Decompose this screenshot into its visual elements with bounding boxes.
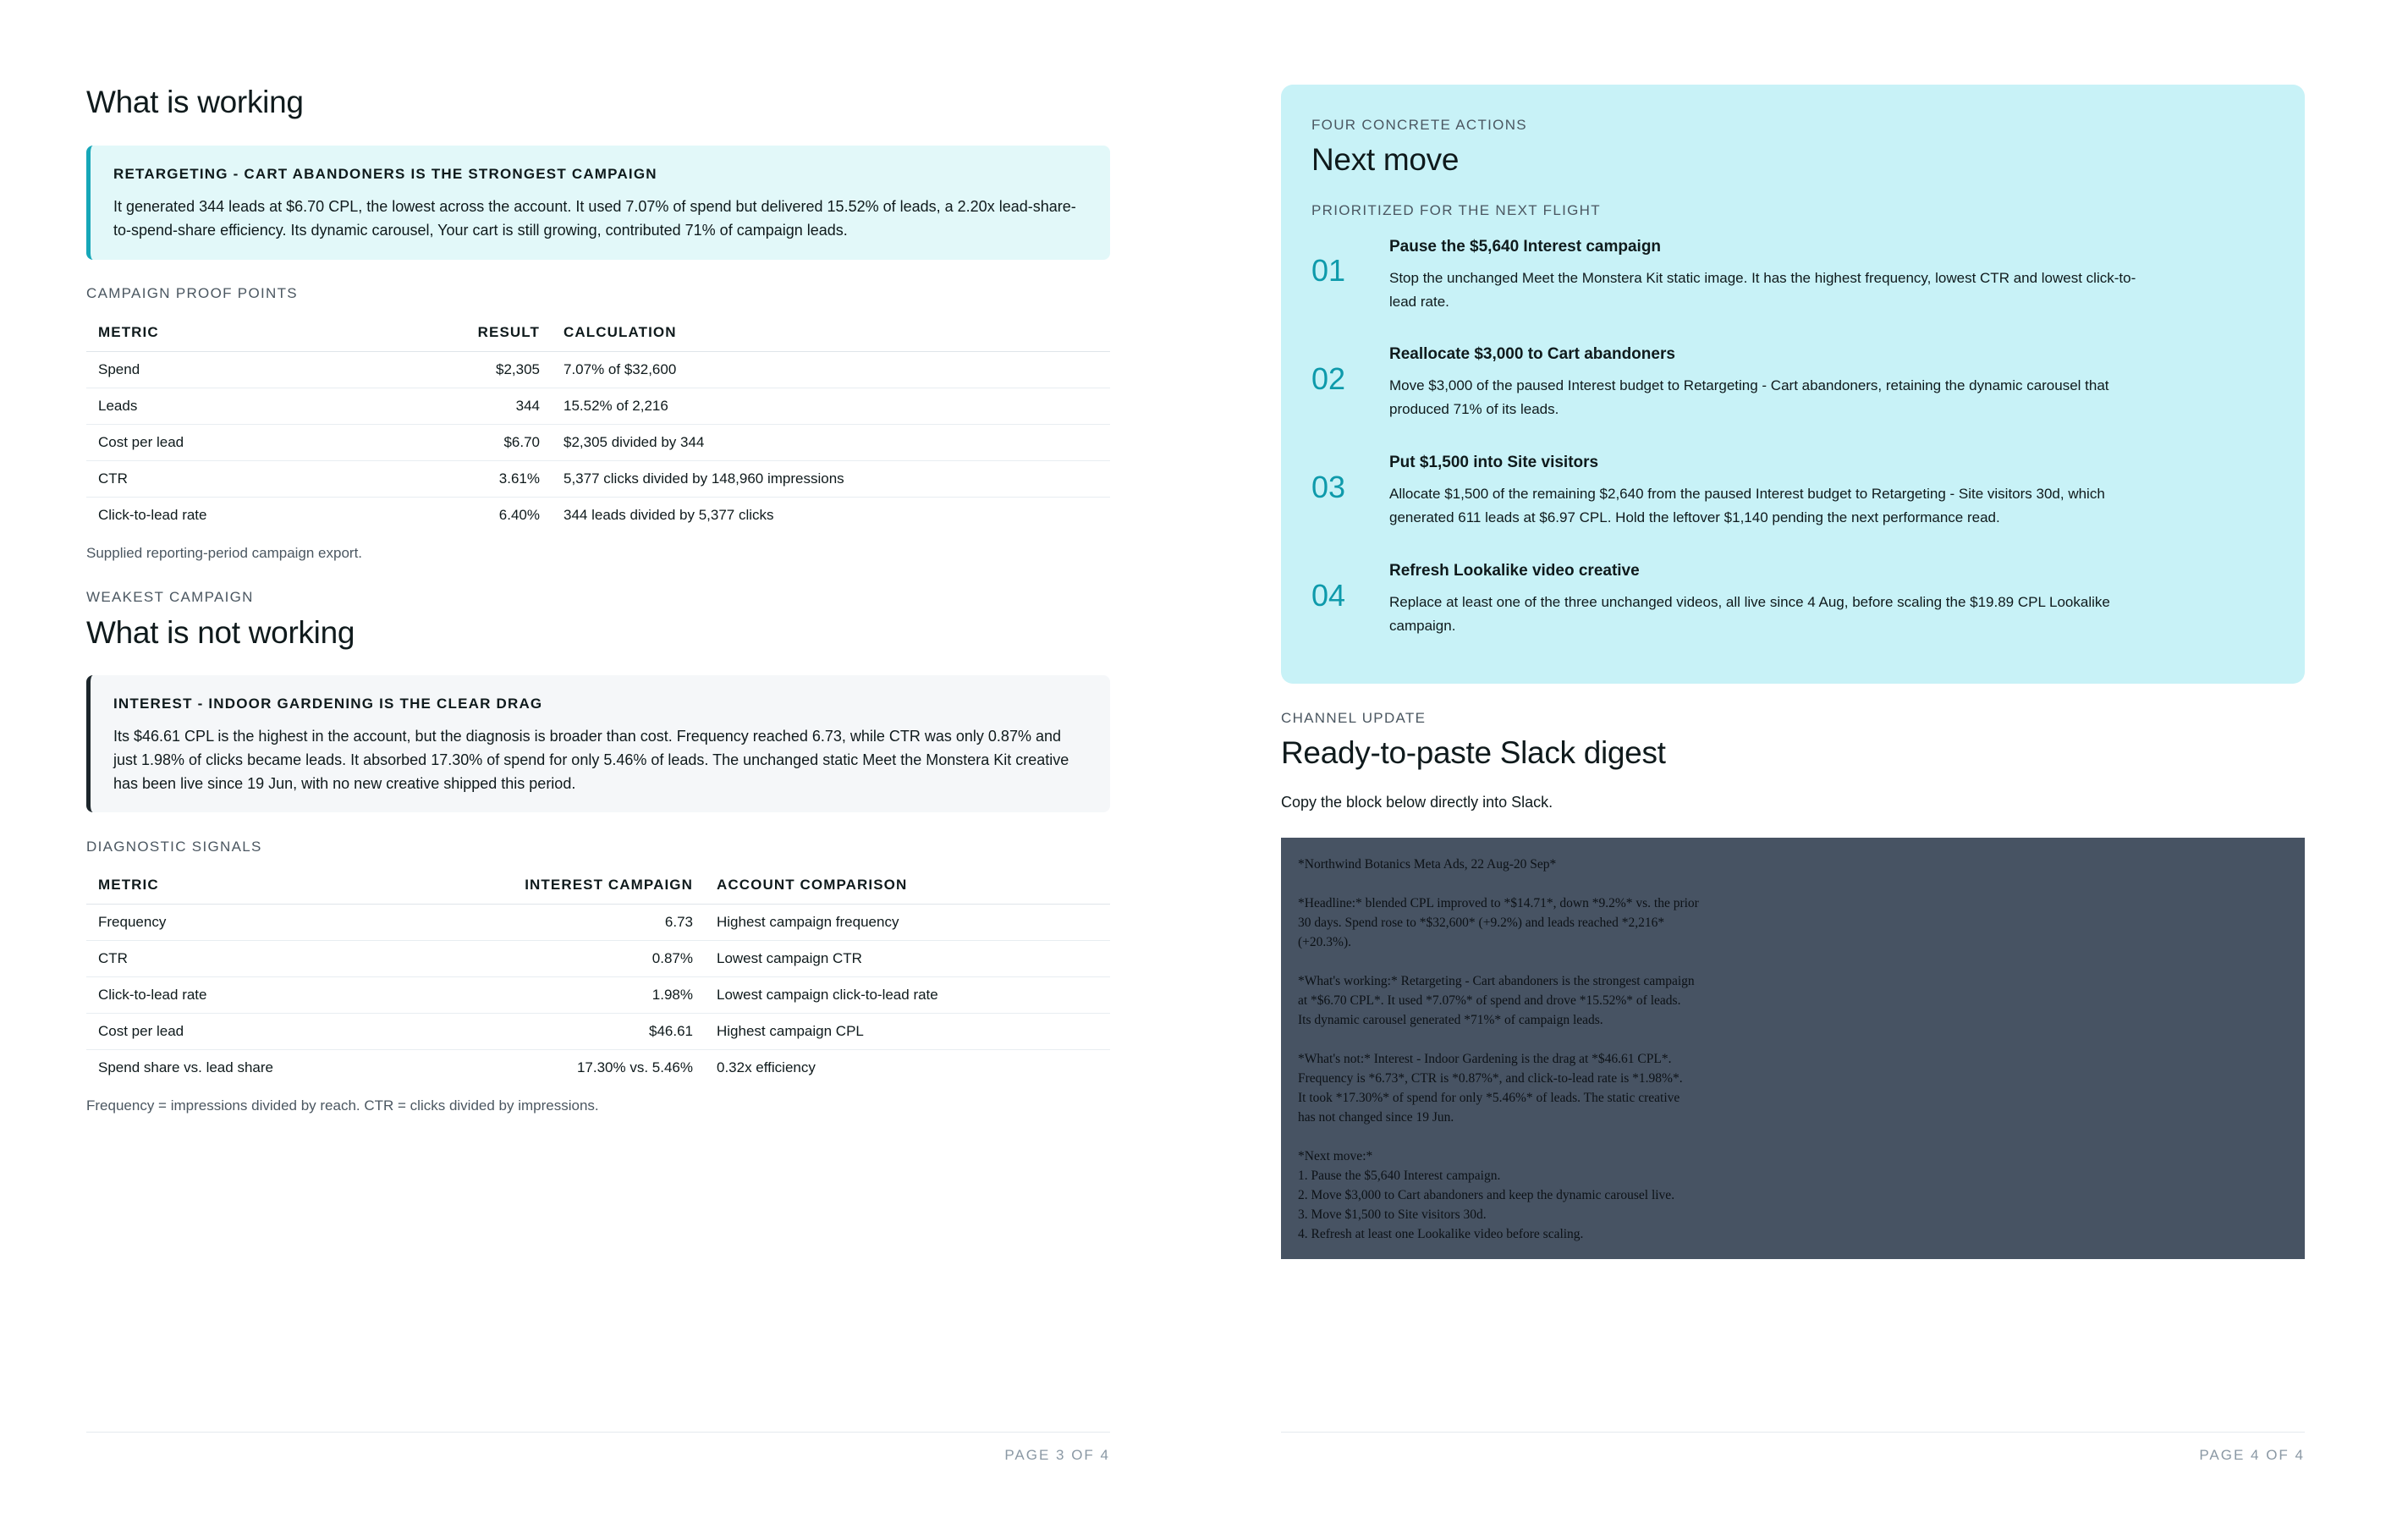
result-cell: 3.61% bbox=[445, 461, 552, 498]
table-row bbox=[86, 977, 1110, 1014]
action-title: Refresh Lookalike video creative bbox=[1389, 562, 1640, 580]
action-number: 01 bbox=[1311, 253, 1346, 288]
action-number: 04 bbox=[1311, 578, 1346, 613]
footer-divider bbox=[1281, 1432, 2305, 1433]
metric-cell: Spend share vs. lead share bbox=[98, 1059, 273, 1075]
table-row bbox=[86, 905, 1110, 941]
four-actions-eyebrow: FOUR CONCRETE ACTIONS bbox=[1311, 117, 1527, 133]
table-row bbox=[86, 425, 1110, 461]
campaign-proof-points-label: CAMPAIGN PROOF POINTS bbox=[86, 285, 298, 301]
callout-text: It generated 344 leads at $6.70 CPL, the lowest across the account. It used 7.07% of spend but delivered 15.52% of leads, a 2.20x lead-share-to-spend-share efficiency. Its dynamic carousel, Your cart is still growing, contributed 71% of campaign leads. bbox=[113, 198, 1076, 239]
comparison-cell: Highest campaign CPL bbox=[705, 1014, 1110, 1050]
table-row bbox=[86, 461, 1110, 498]
metric-cell: Cost per lead bbox=[86, 425, 445, 461]
result-cell: 6.40% bbox=[498, 507, 540, 523]
page-number: PAGE 3 OF 4 bbox=[1004, 1447, 1110, 1463]
diagnostic-signals-table bbox=[86, 866, 1110, 1086]
action-number: 02 bbox=[1311, 361, 1346, 396]
channel-update-eyebrow: CHANNEL UPDATE bbox=[1281, 710, 1427, 726]
what-is-not-working-heading: What is not working bbox=[86, 615, 355, 650]
table-row bbox=[86, 388, 1110, 425]
result-cell: $6.70 bbox=[445, 425, 552, 461]
interest-value-cell: 0.87% bbox=[491, 941, 705, 977]
footer-divider bbox=[86, 1432, 1110, 1433]
action-title: Reallocate $3,000 to Cart abandoners bbox=[1389, 345, 1675, 363]
callout-title: RETARGETING - CART ABANDONERS IS THE STRONGEST CAMPAIGN bbox=[113, 166, 657, 182]
column-header-metric: METRIC bbox=[86, 866, 491, 905]
page-4 bbox=[1281, 0, 2305, 1540]
metric-cell: CTR bbox=[86, 941, 491, 977]
comparison-cell: 0.32x efficiency bbox=[717, 1059, 816, 1075]
comparison-cell: Highest campaign frequency bbox=[705, 905, 1110, 941]
column-header-calculation: CALCULATION bbox=[552, 313, 1110, 352]
action-text: Allocate $1,500 of the remaining $2,640 from the paused Interest budget to Retargeting - Site visitors 30d, which generated 611 leads at $6.97 CPL. Hold the leftover $1,140 pending the next performance read. bbox=[1389, 486, 2105, 525]
metric-cell: Cost per lead bbox=[86, 1014, 491, 1050]
diagnostic-definitions-note: Frequency = impressions divided by reach. CTR = clicks divided by impressions. bbox=[86, 1097, 599, 1114]
column-header-account-comparison: ACCOUNT COMPARISON bbox=[705, 866, 1110, 905]
calculation-cell: 344 leads divided by 5,377 clicks bbox=[564, 507, 774, 523]
slack-digest-block[interactable] bbox=[1281, 838, 2305, 1259]
action-text: Replace at least one of the three unchanged videos, all live since 4 Aug, before scaling the $19.89 CPL Lookalike campaign. bbox=[1389, 594, 2110, 634]
proof-points-source-note: Supplied reporting-period campaign export. bbox=[86, 545, 363, 561]
action-title: Put $1,500 into Site visitors bbox=[1389, 454, 1599, 471]
metric-cell: Frequency bbox=[86, 905, 491, 941]
strongest-campaign-callout bbox=[86, 146, 1110, 260]
comparison-cell: Lowest campaign CTR bbox=[705, 941, 1110, 977]
prioritized-subhead: PRIORITIZED FOR THE NEXT FLIGHT bbox=[1311, 202, 1601, 218]
metric-cell: Click-to-lead rate bbox=[98, 507, 207, 523]
interest-value-cell: $46.61 bbox=[491, 1014, 705, 1050]
clear-drag-callout bbox=[86, 675, 1110, 812]
action-text: Stop the unchanged Meet the Monstera Kit static image. It has the highest frequency, lowest CTR and lowest click-to-lead rate. bbox=[1389, 270, 2136, 310]
result-cell: 344 bbox=[445, 388, 552, 425]
table-row bbox=[86, 498, 1110, 534]
column-header-result: RESULT bbox=[445, 313, 552, 352]
what-is-working-heading: What is working bbox=[86, 85, 304, 119]
interest-value-cell: 1.98% bbox=[491, 977, 705, 1014]
table-header-row bbox=[86, 313, 1110, 352]
interest-value-cell: 6.73 bbox=[491, 905, 705, 941]
slack-instruction: Copy the block below directly into Slack. bbox=[1281, 794, 1553, 811]
action-text: Move $3,000 of the paused Interest budget to Retargeting - Cart abandoners, retaining the dynamic carousel that produced 71% of its leads. bbox=[1389, 377, 2109, 417]
result-cell: $2,305 bbox=[445, 352, 552, 388]
comparison-cell: Lowest campaign click-to-lead rate bbox=[705, 977, 1110, 1014]
weakest-campaign-eyebrow: WEAKEST CAMPAIGN bbox=[86, 589, 254, 605]
calculation-cell: 5,377 clicks divided by 148,960 impressions bbox=[552, 461, 1110, 498]
action-number: 03 bbox=[1311, 470, 1346, 504]
table-row bbox=[86, 941, 1110, 977]
table-row bbox=[86, 352, 1110, 388]
table-row bbox=[86, 1050, 1110, 1086]
calculation-cell: 15.52% of 2,216 bbox=[552, 388, 1110, 425]
action-title: Pause the $5,640 Interest campaign bbox=[1389, 238, 1662, 256]
metric-cell: Click-to-lead rate bbox=[86, 977, 491, 1014]
table-header-row bbox=[86, 866, 1110, 905]
callout-text: Its $46.61 CPL is the highest in the account, but the diagnosis is broader than cost. Frequency reached 6.73, while CTR was only 0.87% and just 1.98% of clicks became leads. It absorbed 17.30% of spend for only 5.46% of leads. The unchanged static Meet the Monstera Kit creative has been live since 19 Jun, with no new creative shipped this period. bbox=[113, 728, 1069, 792]
page-3 bbox=[86, 0, 1110, 1540]
metric-cell: Leads bbox=[86, 388, 445, 425]
metric-cell: CTR bbox=[86, 461, 445, 498]
next-move-heading: Next move bbox=[1311, 142, 1460, 177]
table-row bbox=[86, 1014, 1110, 1050]
column-header-interest-campaign: INTEREST CAMPAIGN bbox=[491, 866, 705, 905]
page-number: PAGE 4 OF 4 bbox=[2199, 1447, 2305, 1463]
callout-title: INTEREST - INDOOR GARDENING IS THE CLEAR DRAG bbox=[113, 696, 543, 712]
diagnostic-signals-label: DIAGNOSTIC SIGNALS bbox=[86, 839, 262, 855]
proof-points-table bbox=[86, 313, 1110, 533]
slack-digest-text[interactable]: *Northwind Botanics Meta Ads, 22 Aug-20 Sep* *Headline:* blended CPL improved to *$14.71*, down *9.2%* vs. the prior 30 days. Spend rose to *$32,600* (+9.2%) and leads reached *2,216* (+20.3%). *What's working:* Retargeting - Cart abandoners is the strongest campaign at *$6.70 CPL*. It used *7.07%* of spend and drove *15.52%* of leads. Its dynamic carousel generated *71%* of campaign leads. *What's not:* Interest - Indoor Gardening is the drag at *$46.61 CPL*. Frequency is *6.73*, CTR is *0.87%*, and click-to-lead rate is *1.98%*. It took *17.30%* of spend for only *5.46%* of leads. The static creative has not changed since 19 Jun. *Next move:* 1. Pause the $5,640 Interest campaign. 2. Move $3,000 to Cart abandoners and keep the dynamic carousel live. 3. Move $1,500 to Site visitors 30d. 4. Refresh at least one Lookalike video before scaling. bbox=[1298, 857, 1699, 1241]
metric-cell: Spend bbox=[86, 352, 445, 388]
slack-digest-heading: Ready-to-paste Slack digest bbox=[1281, 735, 1666, 770]
column-header-metric: METRIC bbox=[86, 313, 445, 352]
interest-value-cell: 17.30% vs. 5.46% bbox=[576, 1059, 693, 1075]
calculation-cell: $2,305 divided by 344 bbox=[552, 425, 1110, 461]
calculation-cell: 7.07% of $32,600 bbox=[552, 352, 1110, 388]
next-move-panel bbox=[1281, 85, 2305, 684]
